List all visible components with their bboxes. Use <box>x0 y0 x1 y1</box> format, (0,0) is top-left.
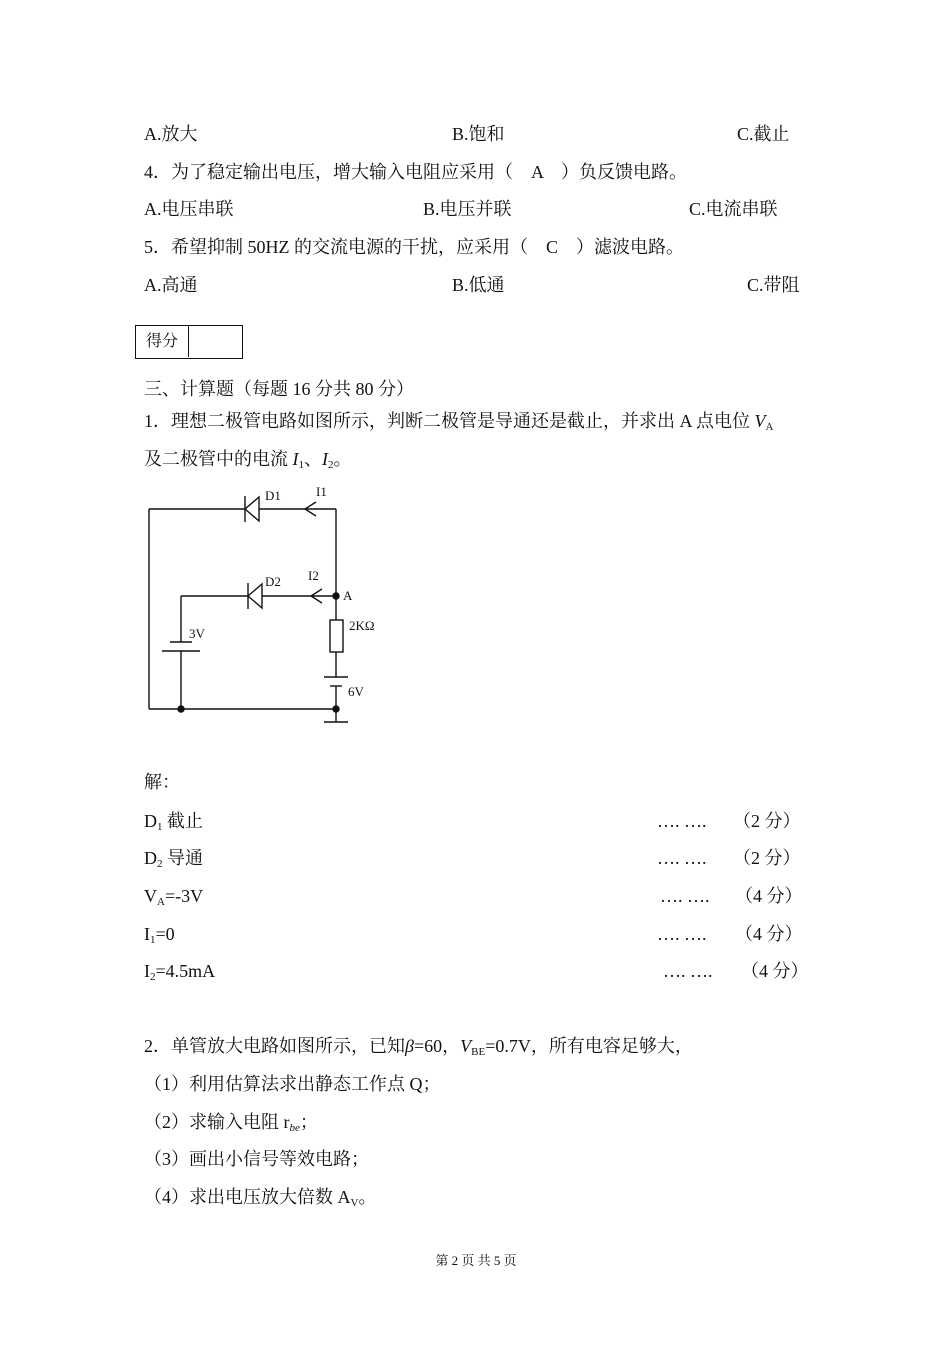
solution-dots: …. …. <box>663 961 713 981</box>
solution-score: （2 分） <box>733 848 801 868</box>
label-6v: 6V <box>348 684 364 699</box>
solution-score: （4 分） <box>735 886 803 906</box>
solution-score: （2 分） <box>733 811 801 831</box>
label-resistor: 2KΩ <box>349 618 375 633</box>
solution-row: D2 导通 <box>144 848 203 870</box>
q4-option-b: B.电压并联 <box>423 199 512 219</box>
solution-dots: …. …. <box>657 848 707 868</box>
solution-label: 解： <box>144 772 180 792</box>
q4-text: 4．为了稳定输出电压，增大输入电阻应采用（ A ）负反馈电路。 <box>144 162 688 182</box>
problem2-item-4: （4）求出电压放大倍数 AV。 <box>144 1187 377 1209</box>
q5-option-a: A.高通 <box>144 275 198 295</box>
diode-d2 <box>248 583 262 609</box>
label-node-a: A <box>343 588 353 603</box>
solution-score: （4 分） <box>735 924 803 944</box>
solution-row: D1 截止 <box>144 811 203 833</box>
label-d1: D1 <box>265 488 281 503</box>
label-i1: I1 <box>316 484 327 499</box>
problem2-item-1: （1）利用估算法求出静态工作点 Q； <box>144 1074 441 1094</box>
score-label: 得分 <box>136 326 189 357</box>
resistor-2k <box>330 620 343 652</box>
problem2-item-2: （2）求输入电阻 rbe； <box>144 1112 318 1134</box>
junction-dot <box>333 706 339 712</box>
section-title: 三、计算题（每题 16 分共 80 分） <box>144 379 414 399</box>
label-i2: I2 <box>308 568 319 583</box>
q5-option-c: C.带阻 <box>747 275 800 295</box>
q4-option-c: C.电流串联 <box>689 199 778 219</box>
solution-row: VA=-3V <box>144 886 204 908</box>
problem2-item-3: （3）画出小信号等效电路； <box>144 1149 369 1169</box>
solution-dots: …. …. <box>657 811 707 831</box>
q3-option-a: A.放大 <box>144 124 198 144</box>
problem1-line1: 1．理想二极管电路如图所示，判断二极管是导通还是截止，并求出 A 点电位 VA <box>144 411 774 433</box>
solution-row: I1=0 <box>144 924 175 946</box>
q5-text: 5．希望抑制 50HZ 的交流电源的干扰，应采用（ C ）滤波电路。 <box>144 237 684 257</box>
q3-option-b: B.饱和 <box>452 124 505 144</box>
solution-score: （4 分） <box>741 961 809 981</box>
q5-option-b: B.低通 <box>452 275 505 295</box>
diode-d1 <box>245 496 259 522</box>
solution-dots: …. …. <box>660 886 710 906</box>
solution-dots: …. …. <box>657 924 707 944</box>
label-d2: D2 <box>265 574 281 589</box>
problem1-line2: 及二极管中的电流 I1、I2。 <box>144 449 352 471</box>
problem2-intro: 2．单管放大电路如图所示，已知β=60，VBE=0.7V，所有电容足够大， <box>144 1036 693 1058</box>
q3-option-c: C.截止 <box>737 124 790 144</box>
label-3v: 3V <box>189 626 205 641</box>
solution-row: I2=4.5mA <box>144 961 216 983</box>
q4-option-a: A.电压串联 <box>144 199 234 219</box>
page-footer: 第 2 页 共 5 页 <box>435 1253 517 1268</box>
node-a-dot <box>333 593 339 599</box>
junction-dot <box>178 706 184 712</box>
